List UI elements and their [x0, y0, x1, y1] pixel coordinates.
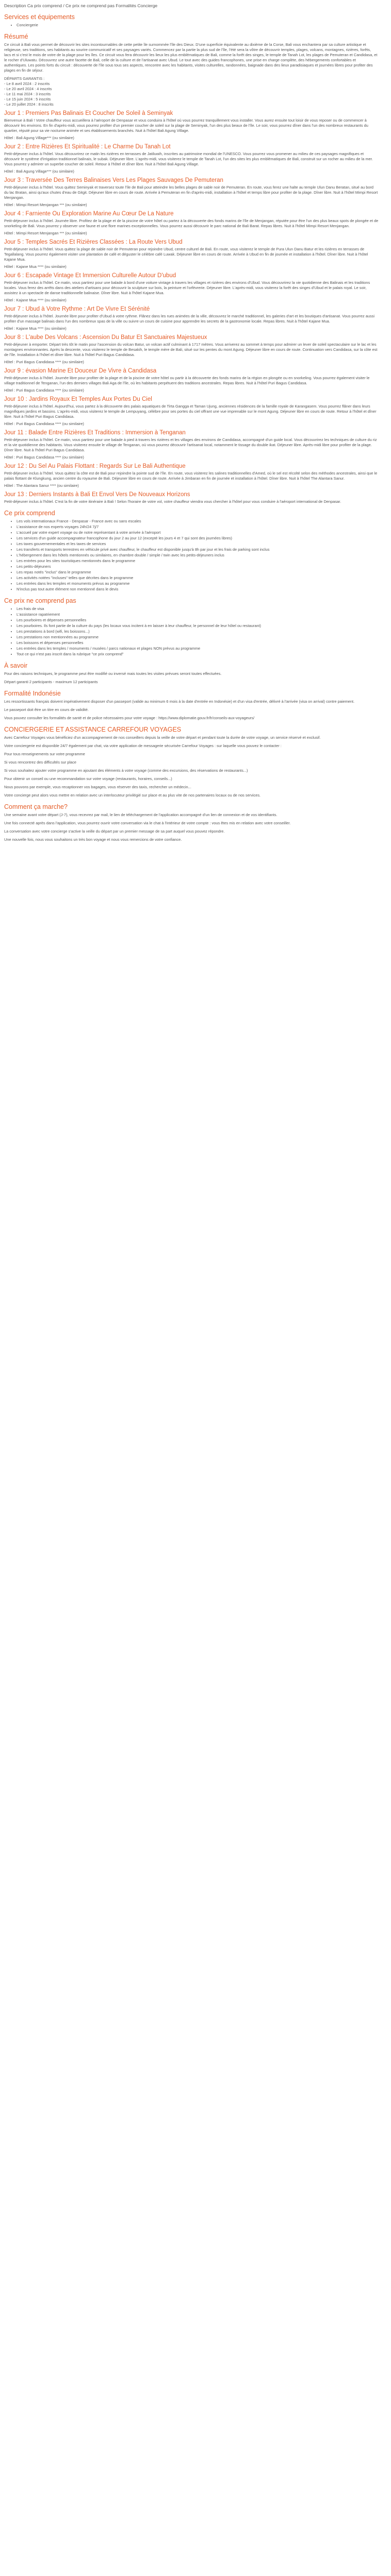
concierge-item: Si vous souhaitez ajouter votre programme en ajoutant des éléments à votre voyage (comme des excursions, des réservations de restaurants...) — [4, 768, 248, 773]
day-2 — [4, 144, 379, 174]
day-title: Jour 5 : Temples Sacrés Et Rizières Classées : La Route Vers Ubud — [4, 239, 183, 245]
day-hotel: Hôtel : Puri Bagus Candidasa **** (ou similaire) — [4, 360, 84, 364]
included-item: • Les services d'un guide accompagnateur francophone du jour 2 au jour 12 (excepté les jours 4 et 7 qui sont des journées libres) — [17, 536, 379, 541]
services-list — [4, 23, 379, 28]
not-included-item: • Les frais de visa — [17, 606, 379, 612]
day-hotel: Hôtel : Bali Agung Village*** (ou similaire) — [4, 135, 74, 140]
concierge-text: Avec Carrefour Voyages vous bénéficiez d'un accompagnement de nos conseillers depuis la veille de votre départ et pendant toute la durée de votre voyage, un service réservé et exclusif. — [4, 735, 321, 740]
resume-heading: Résumé — [4, 33, 28, 40]
day-title: Jour 11 : Balade Entre Rizières Et Traditions : Immersion à Tenganan — [4, 430, 186, 436]
comment-section — [4, 803, 379, 842]
comment-heading: Comment ça marche? — [4, 803, 68, 810]
day-title: Jour 10 : Jardins Royaux Et Temples Aux Portes Du Ciel — [4, 396, 152, 402]
day-text: Bienvenue à Bali ! Votre chauffeur vous accueillera à l'aéroport de Denpasar et vous conduira à l'hôtel où vous pourrez tranquillement vous installer. Vous aurez ensuite tout loisir de vous reposer ou de commencer à découvrir les environs. En fin d'après-midi, vous pourrez profiter d'un premier coucher de soleil sur la plage de Seminyak, l'un des plus beaux de l'île. Le soir, vous pourrez dîner dans l'un des nombreux restaurants du quartier, réputé pour sa vie nocturne animée et ses établissements branchés. Nuit à l'hôtel Bali Agung Village. — [4, 118, 368, 133]
day-text: Petit-déjeuner inclus à l'hôtel. Journée libre pour profiter de la plage et de la piscine de votre hôtel ou partir à la découverte des fonds marins de la région en plongée ou en snorkeling. Vous pourrez également visiter le village traditionnel de Tenganan, l'un des derniers villages Bali Aga de l'île, où les habitants perpétuent des traditions ancestrales. Repas libres. Nuit à l'hôtel Puri Bagus Candidasa. — [4, 376, 370, 385]
day-text: Petit-déjeuner inclus à l'hôtel. Ce matin, vous partirez pour une balade à pied à travers les rizières et les villages des environs de Candidasa, accompagné d'un guide local. Vous découvrirez les techniques de culture du riz et la vie quotidienne des habitants. Vous visiterez ensuite le village de Tenganan, où vous pourrez découvrir l'artisanat local, notamment le tissage du double ikat. Déjeuner libre. Après-midi libre pour profiter de la plage. Dîner libre. Nuit à l'hôtel Puri Bagus Candidasa. — [4, 437, 377, 452]
day-hotel: Hôtel : Puri Bagus Candidasa **** (ou similaire) — [4, 455, 84, 460]
departure-item: - Le 20 avril 2024 : 4 inscrits — [4, 87, 52, 91]
formalites-heading: Formalité Indonésie — [4, 690, 61, 697]
services-heading: Services et équipements — [4, 13, 75, 21]
not-included-item: • Les prestations à bord (wifi, les boissons...) — [17, 629, 379, 634]
day-hotel: Hôtel : Kajane Mua **** (ou similaire) — [4, 264, 67, 269]
day-title: Jour 6 : Escapade Vintage Et Immersion Culturelle Autour D'ubud — [4, 273, 176, 279]
included-section — [4, 510, 379, 592]
concierge-text: Votre conciergerie est disponible 24/7 également par chat, via votre application de messagerie sécurisée Carrefour Voyages : sur laquelle vous pouvez le contacter : — [4, 743, 282, 748]
savoir-heading: À savoir — [4, 662, 28, 669]
formalites-text: Les ressortissants français doivent impérativement disposer d'un passeport (valide au minimum 6 mois à la date d'entrée en Indonésie) et d'un visa d'entrée, délivré à l'arrivée (visa on arrival) contre paiement. — [4, 699, 355, 704]
not-included-list — [4, 606, 379, 657]
concierge-item: Pour obtenir un conseil ou une recommandation sur votre voyage (restaurants, horaires, conseils...) — [4, 776, 172, 781]
formalites-section — [4, 690, 379, 721]
comment-text: Une nouvelle fois, nous vous souhaitons un très bon voyage et nous vous remercions de votre confiance. — [4, 837, 182, 842]
departure-item: - Le 15 juin 2024 : 5 inscrits — [4, 97, 51, 101]
day-12 — [4, 463, 379, 488]
day-text: Petit-déjeuner inclus à l'hôtel. Journée libre pour profiter d'Ubud à votre rythme. Flânez dans les rues animées de la ville, découvrez le marché traditionnel, les galeries d'art et les boutiques d'artisanat. Vous pourrez aussi profiter d'un massage balinais dans l'un des nombreux spas de la ville ou suivre un cours de cuisine pour apprendre les secrets de la gastronomie locale. Repas libres. Nuit à l'hôtel Kajane Mua. — [4, 314, 374, 324]
day-9 — [4, 368, 379, 393]
day-7 — [4, 306, 379, 331]
day-text: Petit-déjeuner inclus à l'hôtel. Vous quittez la côte est de Bali pour rejoindre la pointe sud de l'île. En route, vous visiterez les salines traditionnelles d'Amed, où le sel est récolté selon des méthodes ancestrales, ainsi que le palais flottant de Klungkung, ancien centre du royaume de Bali. Déjeuner libre en cours de route. Arrivée à Jimbaran en fin de journée et installation à l'hôtel. Dîner libre. Nuit à l'hôtel The Alantara Sanur. — [4, 471, 378, 481]
day-5 — [4, 239, 379, 269]
not-included-item: • Les boissons et dépenses personnelles — [17, 640, 379, 646]
day-1 — [4, 110, 379, 141]
day-13 — [4, 492, 379, 504]
day-title: Jour 12 : Du Sel Au Palais Flottant : Regards Sur Le Bali Authentique — [4, 463, 186, 469]
comment-text: Une fois connecté après dans l'application, vous pourrez ouvrir votre conversation via le chat à l'intérieur de votre compte : vous êtes mis en relation avec votre conseiller. — [4, 821, 291, 825]
included-item: • Les vols internationaux France - Denpasar - France avec ou sans escales — [17, 519, 379, 524]
day-text: Petit-déjeuner inclus à l'hôtel. C'est la fin de votre itinéraire à Bali ! Selon l'horaire de votre vol, votre chauffeur viendra vous chercher à l'hôtel pour vous conduire à l'aéroport international de Denpasar. — [4, 499, 341, 504]
included-item: • Les entrées pour les sites touristiques mentionnés dans le programme — [17, 558, 379, 564]
comment-text: La conversation avec votre concierge s'active la veille du départ par un premier message de sa part auquel vous pouvez répondre. — [4, 829, 225, 834]
day-text: Petit-déjeuner inclus à l'hôtel. Vous quittez la plage de sable noir de Pemuteran pour rejoindre Ubud, centre culturel de Bali. En route, vous visiterez le temple de Pura Ulun Danu Batur et les rizières en terrasses de Tegallalang. Vous pourrez également visiter une plantation de café et déguster le célèbre café Luwak. Déjeuner libre en cours de route. Arrivée à Ubud en fin de journée et installation à l'hôtel. Dîner libre. Nuit à l'hôtel Kajane Mua. — [4, 247, 368, 262]
comment-text: Une semaine avant votre départ (J-7), vous recevrez par mail, le lien de téléchargement de l'application accompagné d'un lien de connexion et de vos identifiants. — [4, 812, 278, 817]
concierge-item: Nous pouvons par exemple, vous recaptionner vos bagages, vous réserver des taxis, rechercher un médecin... — [4, 785, 191, 789]
day-text: Petit-déjeuner à emporter. Départ très tôt le matin pour l'ascension du volcan Batur, un volcan actif culminant à 1717 mètres. Vous arriverez au sommet à temps pour admirer un lever de soleil spectaculaire sur le lac et les montagnes environnantes. Après la descente, vous visiterez le temple de Besakih, le temple mère de Bali, situé sur les pentes du mont Agung. Déjeuner libre en cours de route. Continuation vers Candidasa, sur la côte est de l'île. Installation à l'hôtel et dîner libre. Nuit à l'hôtel Puri Bagus Candidasa. — [4, 342, 378, 357]
day-hotel: Hôtel : Mimpi Resort Menjangan *** (ou similaire) — [4, 202, 87, 207]
day-11 — [4, 430, 379, 460]
included-item: • Les transferts et transports terrestres en véhicule privé avec chauffeur, le chauffeur est disponible jusqu'à 8h par jour et les frais de parking sont inclus — [17, 547, 379, 552]
included-heading: Ce prix comprend — [4, 510, 55, 517]
day-text: Petit-déjeuner inclus à l'hôtel. Vous quittez Seminyak et traversez toute l'île de Bali pour atteindre les belles plages de sable noir de Pemuteran. En route, vous ferez une halte au temple Ulun Danu Beratan, situé au bord du lac Bratan, ainsi qu'aux chutes d'eau de Gitgit. Déjeuner libre en cours de route. Arrivée à Pemuteran en fin d'après-midi, installation à l'hôtel et temps libre pour profiter de la plage. Dîner libre. Nuit à l'hôtel Mimpi Resort Menjangan. — [4, 185, 378, 200]
included-list — [4, 519, 379, 592]
included-item: • Les petits-déjeuners — [17, 564, 379, 569]
included-item: • L'assistance de nos experts voyages 24h/24 7j/7 — [17, 524, 379, 530]
day-hotel: Hôtel : Mimpi Resort Menjangan *** (ou similaire) — [4, 231, 87, 235]
included-item: • Les entrées dans les temples et monuments prévus au programme — [17, 581, 379, 586]
included-item: • N'inclus pas tout autre élément non mentionné dans le devis — [17, 587, 379, 592]
included-item: • L'hébergement dans les hôtels mentionnés ou similaires, en chambre double / simple / twin avec les petits-déjeuners inclus — [17, 553, 379, 558]
not-included-item: • L'assistance rapatriement — [17, 612, 379, 617]
day-title: Jour 9 : évasion Marine Et Douceur De Vivre à Candidasa — [4, 368, 157, 374]
day-hotel: Hôtel : Bali Agung Village*** (ou similaire) — [4, 169, 74, 174]
included-item: • Les taxes gouvernementales et les taxes de services — [17, 541, 379, 547]
included-item: • Les activités notées "incluses" telles que décrites dans le programme — [17, 575, 379, 581]
resume-section — [4, 33, 379, 107]
service-item: • Conciergerie — [17, 23, 379, 28]
day-8 — [4, 334, 379, 365]
day-hotel: Hôtel : Kajane Mua **** (ou similaire) — [4, 326, 67, 331]
savoir-section — [4, 662, 379, 685]
departure-item: - Le 8 avril 2024 : 2 inscrits — [4, 81, 50, 86]
day-text: Petit-déjeuner inclus à l'hôtel. Ce matin, vous partirez pour une balade à bord d'une voiture vintage à travers les villages et rizières des environs d'Ubud. Vous découvrirez la vie quotidienne des Balinais et les traditions locales. Vous ferez des arrêts dans des ateliers d'artisans pour découvrir la sculpture sur bois, la peinture et l'orfèvrerie. Déjeuner libre. L'après-midi, vous visiterez la forêt des singes d'Ubud et le palais royal. Le soir, assistez à un spectacle de danse traditionnelle balinaise. Dîner libre. Nuit à l'hôtel Kajane Mua. — [4, 280, 370, 295]
not-included-heading: Ce prix ne comprend pas — [4, 597, 76, 604]
not-included-item: • Tout ce qui n'est pas inscrit dans la rubrique "ce prix comprend" — [17, 652, 379, 657]
day-title: Jour 4 : Farniente Ou Exploration Marine Au Cœur De La Nature — [4, 211, 174, 217]
page — [0, 0, 383, 851]
departures-heading: DÉPARTS GARANTIS : — [4, 76, 45, 81]
concierge-item: Pour tous renseignements sur votre programme — [4, 752, 85, 756]
concierge-section — [4, 726, 379, 798]
day-10 — [4, 396, 379, 427]
day-hotel: Hôtel : Kajane Mua **** (ou similaire) — [4, 298, 67, 302]
day-text: Petit-déjeuner inclus à l'hôtel. Aujourd'hui, vous partez à la découverte des palais aquatiques de Tirta Gangga et Taman Ujung, anciennes résidences de la famille royale de Karangasem. Vous pourrez flâner dans leurs magnifiques jardins et bassins. L'après-midi, vous visiterez le temple de Lempuyang, célèbre pour ses portes du ciel offrant une vue imprenable sur le mont Agung. Déjeuner libre en cours de route. Retour à l'hôtel et dîner libre. Nuit à l'hôtel Puri Bagus Candidasa. — [4, 404, 377, 419]
not-included-item: • Les pourboires. Ils font partie de la culture du pays (les locaux vous incitent à en laisser à leur chauffeur, le personnel de leur hôtel ou restaurant) — [17, 623, 379, 629]
page-breadcrumb: Description Ca prix comprend / Ce prix ne comprend pas Formalités Concierge — [4, 3, 158, 8]
savoir-departs: Départ garanti 2 participants - maximum 12 participants — [4, 680, 98, 684]
not-included-item: • Les pourboires et dépenses personnelles — [17, 618, 379, 623]
day-hotel: Hôtel : The Alantara Sanur **** (ou similaire) — [4, 483, 79, 488]
day-hotel: Hôtel : Puri Bagus Candidasa **** (ou similaire) — [4, 421, 84, 426]
departure-item: - Le 20 juillet 2024 : 8 inscrits — [4, 102, 54, 107]
concierge-heading: CONCIERGERIE ET ASSISTANCE CARREFOUR VOYAGES — [4, 726, 182, 733]
included-item: • Les repas notés "inclus" dans le programme — [17, 570, 379, 575]
not-included-item: • Les prestations non mentionnées au programme — [17, 635, 379, 640]
services-section — [4, 13, 379, 28]
not-included-section — [4, 597, 379, 657]
resume-text: Ce circuit à Bali vous permet de découvrir les sites incontournables de cette petite île surnommée l'île des Dieux. D'une superficie équivalente au dixième de la Corse, Bali vous enchantera par sa culture artistique et religieuse, ses traditions, ses habitants au sourire communicatif et ses paysages variés. Commencez par la partie la plus sud de l'île, l'été sera la vôtre de découvrir temples, plages, volcans, montagnes, rizières, forêts, lacs et si c'est le mois de votre de la plage pour les îles. Ce circuit vous fera découvrir les lieux les plus emblématiques de Bali, comme la forêt des singes, le temple de Tanah Lot, les plages de Pemuteran et Candidasa, et le rocher d'Uluwatu. Découvrez une autre facette de Bali, celle de la culture et de l'artisanat avec Ubud. Le tout avec des guides francophones, une prise en charge complète, des hébergements confortables et authentiques. Les points forts du circuit : découverte de l'île sous tous ses aspects, rencontre avec les habitants, visites culturelles, randonnées, baignade dans des lieux paradisiaques et journées libres pour profiter des plages en fin de séjour. — [4, 42, 378, 73]
not-included-item: • Les entrées dans les temples / monuments / musées / parcs nationaux et plages NON prévus au programme — [17, 646, 379, 651]
day-title: Jour 7 : Ubud à Votre Rythme : Art De Vivre Et Sérénité — [4, 306, 150, 312]
formalites-text: Le passeport doit être un titre en cours de validité. — [4, 707, 89, 712]
day-3 — [4, 177, 379, 208]
day-4 — [4, 211, 379, 236]
included-item: • L'accueil par votre expert voyage ou de notre représentant à votre arrivée à l'aéroport — [17, 530, 379, 535]
day-title: Jour 3 : Traversée Des Terres Balinaises Vers Les Plages Sauvages De Pemuteran — [4, 177, 223, 183]
day-6 — [4, 273, 379, 303]
savoir-text: Pour des raisons techniques, le programme peut être modifié ou inversé mais toutes les visites prévues seront toutes effectuées. — [4, 671, 222, 676]
day-text: Petit-déjeuner inclus à l'hôtel. Vous découvrirez ce matin les rizières en terrasses de Jatiluwih, inscrites au patrimoine mondial de l'UNESCO. Vous pourrez vous promener au milieu de ces paysages magnifiques et découvrir le système d'irrigation traditionnel balinais, le subak. Déjeuner libre. L'après-midi, vous visiterez le temple de Tanah Lot, l'un des sites les plus emblématiques de Bali, construit sur un rocher au milieu de la mer. Vous pourrez y admirer un superbe coucher de soleil. Retour à l'hôtel et dîner libre. Nuit à l'hôtel Bali Agung Village. — [4, 151, 373, 166]
day-title: Jour 1 : Premiers Pas Balinais Et Coucher De Soleil à Seminyak — [4, 110, 173, 116]
day-title: Jour 2 : Entre Rizières Et Spiritualité : Le Charme Du Tanah Lot — [4, 144, 171, 150]
departure-item: - Le 11 mai 2024 : 3 inscrits — [4, 92, 51, 96]
day-text: Petit-déjeuner inclus à l'hôtel. Journée libre. Profitez de la plage et de la piscine de votre hôtel ou partez à la découverte des fonds marins de l'île de Menjangan, réputée pour être l'un des plus beaux spots de plongée et de snorkeling de Bali. Vous pourrez y observer une faune et une flore marines exceptionnelles. Vous pourrez aussi découvrir le parc national de Bali Barat. Repas libres. Nuit à l'hôtel Mimpi Resort Menjangan. — [4, 218, 379, 228]
day-hotel: Hôtel : Puri Bagus Candidasa **** (ou similaire) — [4, 388, 84, 393]
concierge-item: Si vous rencontrez des difficultés sur place — [4, 760, 76, 765]
concierge-text: Votre concierge peut alors vous mettre en relation avec un interlocuteur privilégié sur place et au plus vite de nos partenaires locaux ou de nos services. — [4, 793, 261, 798]
day-title: Jour 8 : L'aube Des Volcans : Ascension Du Batur Et Sanctuaires Majestueux — [4, 334, 207, 341]
formalites-text: Vous pouvez consulter les formalités de santé et de police nécessaires pour votre voyage : https://www.diplomatie.gouv.fr/fr/conseils-aux-voyageurs/ — [4, 716, 255, 720]
itinerary — [4, 110, 379, 504]
day-title: Jour 13 : Derniers Instants à Bali Et Envol Vers De Nouveaux Horizons — [4, 492, 190, 498]
